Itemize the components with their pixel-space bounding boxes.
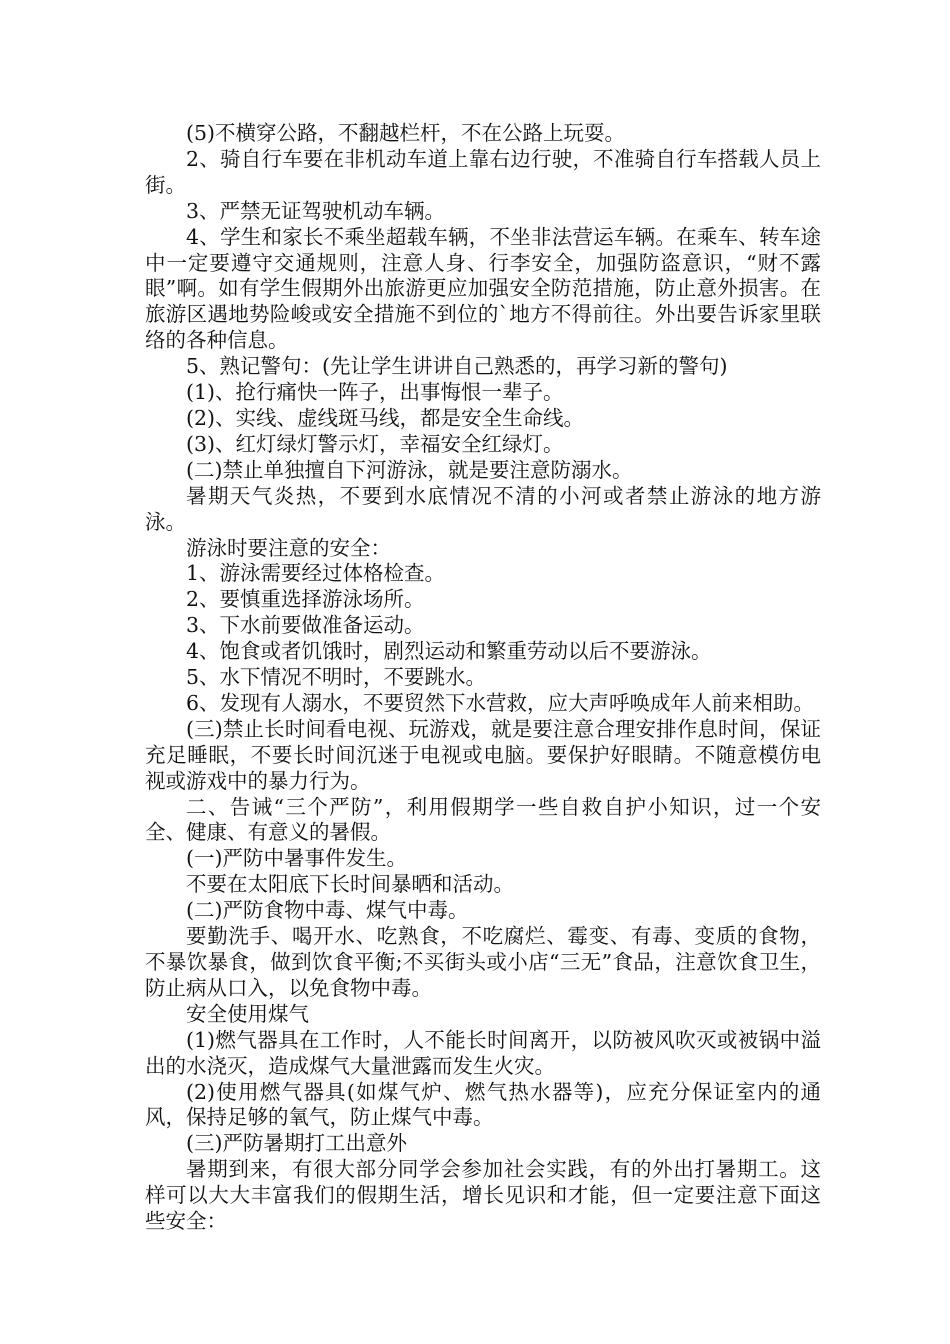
paragraph: 游泳时要注意的安全： — [186, 535, 391, 560]
paragraph: 安全使用煤气 — [186, 1001, 309, 1026]
paragraph: 3、下水前要做准备运动。 — [186, 613, 425, 638]
paragraph: (3)、红灯绿灯警示灯，幸福安全红绿灯。 — [186, 431, 564, 456]
paragraph: 3、严禁无证驾驶机动车辆。 — [186, 198, 446, 223]
paragraph: 5、水下情况不明时，不要跳水。 — [186, 665, 487, 690]
paragraph: (2)、实线、虚线斑马线，都是安全生命线。 — [186, 405, 585, 430]
paragraph: (1)、抢行痛快一阵子，出事悔恨一辈子。 — [186, 380, 564, 405]
paragraph: (三)严防暑期打工出意外 — [186, 1131, 407, 1156]
paragraph: 暑期天气炎热，不要到水底情况不清的小河或者禁止游泳的地方游泳。 — [145, 483, 821, 534]
paragraph: 要勤洗手、喝开水、吃熟食，不吃腐烂、霉变、有毒、变质的食物，不暴饮暴食，做到饮食平衡;不买街头或小店“三无”食品，注意饮食卫生，防止病从口入，以免食物中毒。 — [145, 924, 821, 1000]
paragraph: 不要在太阳底下长时间暴晒和活动。 — [186, 872, 514, 897]
paragraph: 5、熟记警句：(先让学生讲讲自己熟悉的，再学习新的警句) — [186, 354, 728, 379]
paragraph: 二、告诫“三个严防”，利用假期学一些自救自护小知识，过一个安全、健康、有意义的暑假。 — [145, 794, 821, 845]
paragraph: (2)使用燃气器具(如煤气炉、燃气热水器等)，应充分保证室内的通风，保持足够的氧气，防止煤气中毒。 — [145, 1079, 821, 1130]
paragraph: (一)严防中暑事件发生。 — [186, 846, 407, 871]
paragraph: 暑期到来，有很大部分同学会参加社会实践，有的外出打暑期工。这样可以大大丰富我们的假期生活，增长见识和才能，但一定要注意下面这些安全： — [145, 1157, 821, 1234]
paragraph: 2、骑自行车要在非机动车道上靠右边行驶，不准骑自行车搭载人员上街。 — [145, 146, 821, 197]
paragraph: (1)燃气器具在工作时，人不能长时间离开，以防被风吹灭或被锅中溢出的水浇灭，造成煤气大量泄露而发生火灾。 — [145, 1027, 821, 1078]
paragraph: 4、饱食或者饥饿时，剧烈运动和繁重劳动以后不要游泳。 — [186, 639, 712, 664]
paragraph: (二)严防食物中毒、煤气中毒。 — [186, 898, 469, 923]
paragraph: (5)不横穿公路，不翻越栏杆，不在公路上玩耍。 — [186, 121, 626, 145]
paragraph: 4、学生和家长不乘坐超载车辆，不坐非法营运车辆。在乘车、转车途中一定要遵守交通规则，注意人身、行李安全，加强防盗意识，“财不露眼”啊。如有学生假期外出旅游更应加强安全防范措施，防止意外损害。在旅游区遇地势险峻或安全措施不到位的`地方不得前往。外出要告诉家里联络的各种信息。 — [145, 224, 821, 353]
paragraph: 6、发现有人溺水，不要贸然下水营救，应大声呼唤成年人前来相助。 — [186, 690, 815, 715]
document-body — [145, 121, 821, 1235]
paragraph: (二)禁止单独擅自下河游泳，就是要注意防溺水。 — [186, 457, 633, 482]
paragraph: (三)禁止长时间看电视、玩游戏，就是要注意合理安排作息时间，保证充足睡眠，不要长时间沉迷于电视或电脑。要保护好眼睛。不随意模仿电视或游戏中的暴力行为。 — [145, 716, 821, 793]
paragraph: 2、要慎重选择游泳场所。 — [186, 587, 425, 612]
paragraph: 1、游泳需要经过体格检查。 — [186, 561, 446, 586]
